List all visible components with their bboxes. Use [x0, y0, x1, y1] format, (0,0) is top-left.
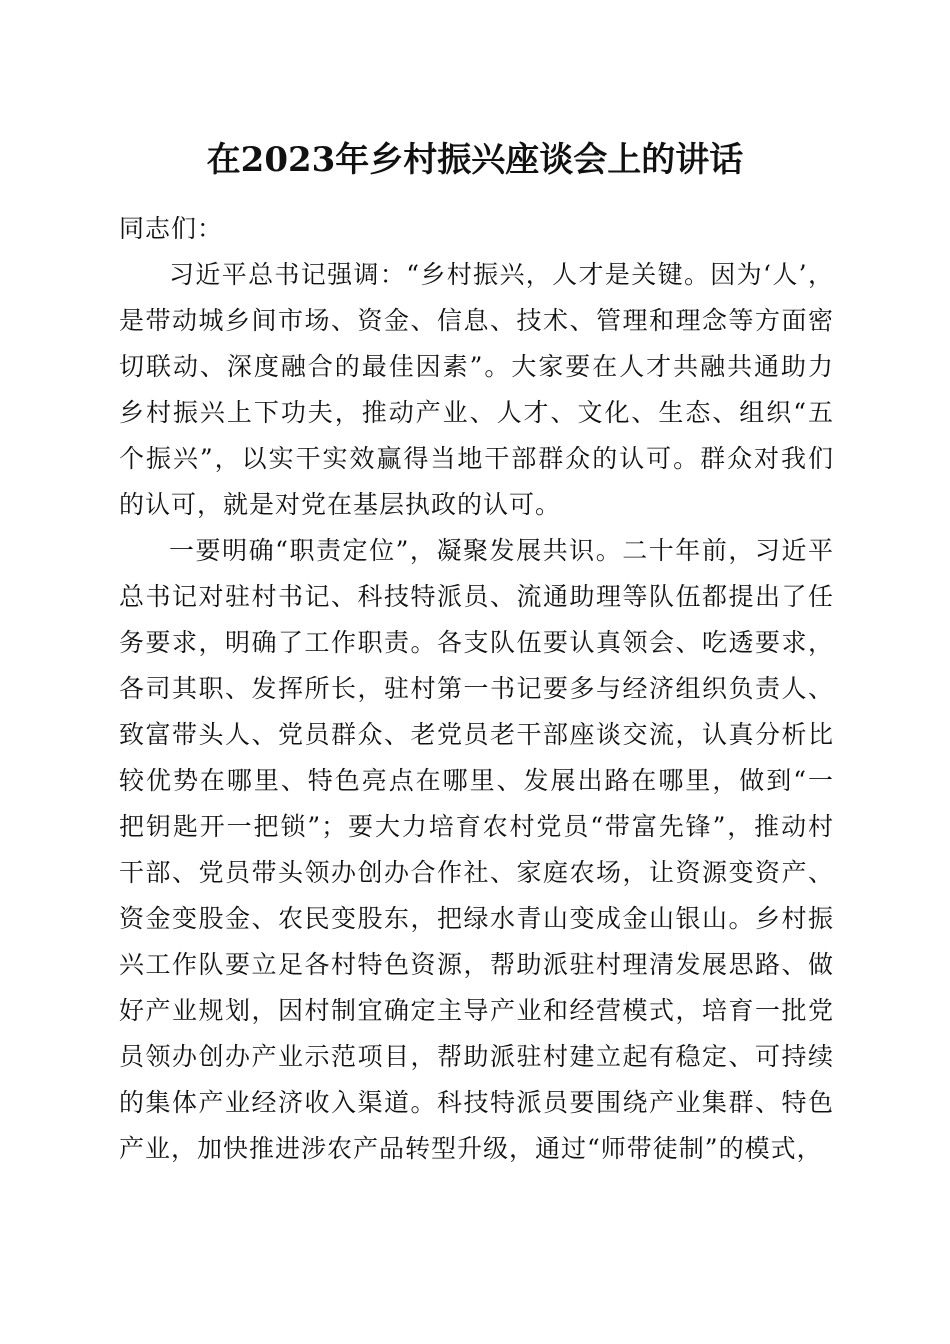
document-title: 在2023年乡村振兴座谈会上的讲话 [206, 140, 744, 180]
salutation: 同志们： [119, 214, 224, 243]
document-body [119, 206, 834, 1172]
paragraph-2: 一要明确“职责定位”，凝聚发展共识。二十年前，习近平总书记对驻村书记、科技特派员、流通助理等队伍都提出了任务要求，明确了工作职责。各支队伍要认真领会、吃透要求，各司其职、发挥所长，驻村第一书记要多与经济组织负责人、致富带头人、党员群众、老党员老干部座谈交流，认真分析比较优势在哪里、特色亮点在哪里、发展出路在哪里，做到“一把钥匙开一把锁”；要大力培育农村党员“带富先锋”，推动村干部、党员带头领办创办合作社、家庭农场，让资源变资产、资金变股金、农民变股东，把绿水青山变成金山银山。乡村振兴工作队要立足各村特色资源，帮助派驻村理清发展思路、做好产业规划，因村制宜确定主导产业和经营模式，培育一批党员领办创办产业示范项目，帮助派驻村建立起有稳定、可持续的集体产业经济收入渠道。科技特派员要围绕产业集群、特色产业，加快推进涉农产品转型升级，通过“师带徒制”的模式， [119, 536, 834, 1163]
paragraph-1: 习近平总书记强调：“乡村振兴，人才是关键。因为‘人’，是带动城乡间市场、资金、信息、技术、管理和理念等方面密切联动、深度融合的最佳因素”。大家要在人才共融共通助力乡村振兴上下功夫，推动产业、人才、文化、生态、组织“五个振兴”，以实干实效赢得当地干部群众的认可。群众对我们的认可，就是对党在基层执政的认可。 [119, 260, 834, 519]
